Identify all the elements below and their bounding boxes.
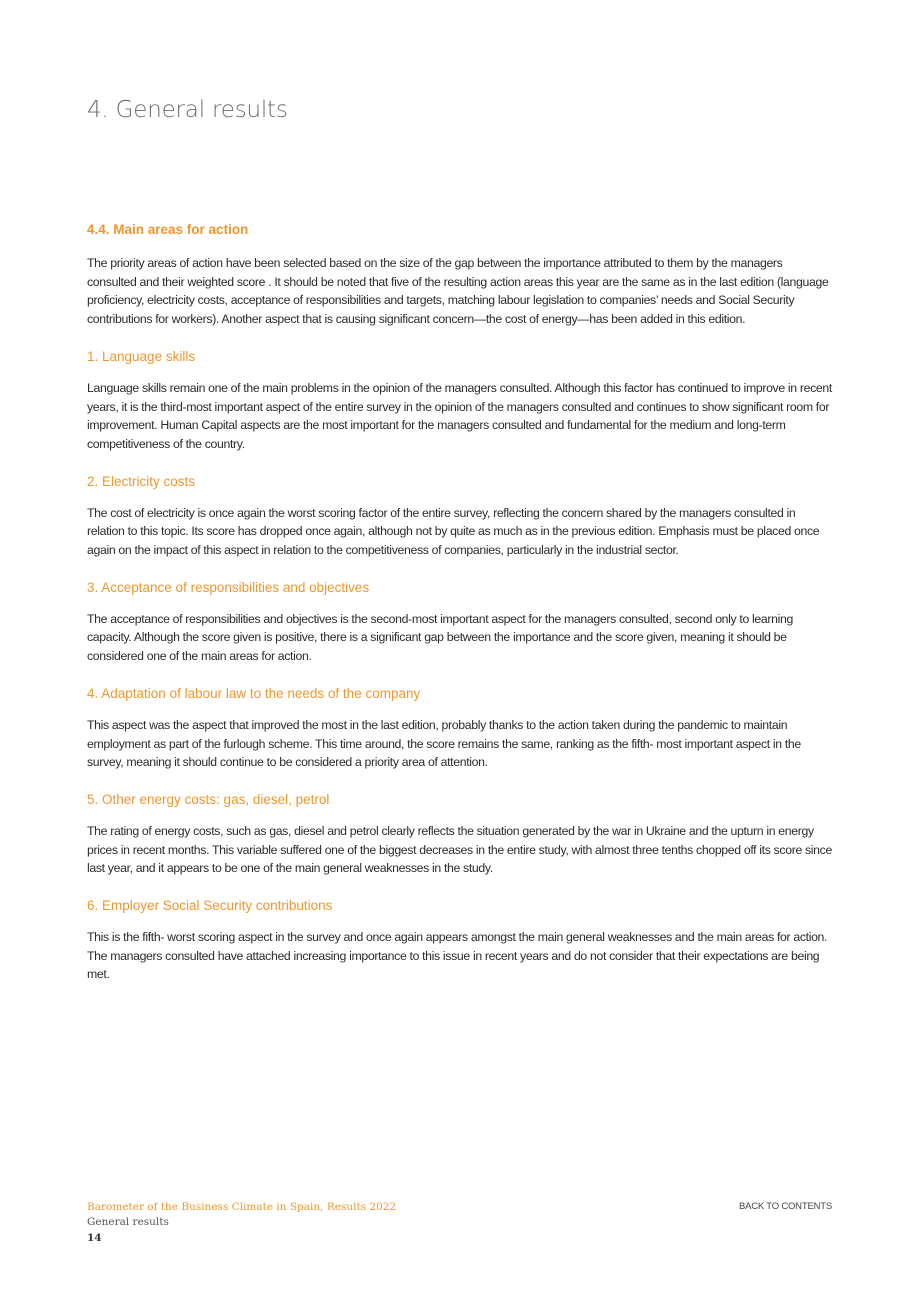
back-to-contents-link[interactable]: BACK TO CONTENTS xyxy=(738,1201,832,1212)
item-text-social-security: This is the fifth- worst scoring aspect in the survey and once again appears amongst the main general weaknesses and the main areas for action. The managers consulted have attached increasing importance to this issue in recent years and do not consider that their expectations are being met. xyxy=(87,930,828,982)
footer-document-title: Barometer of the Business Climate in Spain, Results 2022 xyxy=(87,1201,397,1213)
item-text-electricity-costs: The cost of electricity is once again the worst scoring factor of the entire survey, reflecting the concern shared by the managers consulted in relation to this topic. Its score has dropped once again, although not by quite as much as in the previous edition. Emphasis must be placed once again on the impact of this aspect in relation to the competitiveness of companies, particularly in the industrial sector. xyxy=(87,505,820,558)
item-text-acceptance-responsibilities: The acceptance of responsibilities and objectives is the second-most important aspect for the managers consulted, second only to learning capacity. Although the score given is positive, there is a significant gap between the importance and the score given, meaning it should be considered one of the main areas for action. xyxy=(87,611,793,664)
item-text-energy-costs: The rating of energy costs, such as gas, diesel and petrol clearly reflects the situation generated by the war in Ukraine and the upturn in energy prices in recent months. This variable suffered one of the biggest decreases in the entire study, with almost three tenths chopped off its score since last year, and it appears to be one of the main general weaknesses in the study. xyxy=(87,823,832,876)
footer-section-name: General results xyxy=(87,1216,169,1228)
section-heading: 4.4. Main areas for action xyxy=(87,222,249,237)
item-text-labour-law: This aspect was the aspect that improved the most in the last edition, probably thanks to the action taken during the pandemic to maintain employment as part of the furlough scheme. This time around, the score remains the same, ranking as the fifth- most important aspect in the survey, meaning it should continue to be considered a priority area of attention. xyxy=(87,717,801,770)
item-heading-labour-law: 4. Adaptation of labour law to the needs of the company xyxy=(87,685,421,701)
item-heading-energy-costs: 5. Other energy costs: gas, diesel, petrol xyxy=(87,791,330,807)
item-heading-acceptance-responsibilities: 3. Acceptance of responsibilities and objectives xyxy=(87,579,370,595)
main-content xyxy=(87,222,833,1004)
footer xyxy=(87,1200,396,1246)
page-number: 14 xyxy=(87,1232,102,1244)
item-text-language-skills: Language skills remain one of the main problems in the opinion of the managers consulted. Although this factor has continued to improve in recent years, it is the third-most important aspect of the entire survey in the opinion of the managers consulted and continues to show significant room for improvement. Human Capital aspects are the most important for the managers consulted and fundamental for the medium and long-term competitiveness of the country. xyxy=(87,380,832,451)
page-title: 4. General results xyxy=(87,97,288,123)
intro-paragraph: The priority areas of action have been selected based on the size of the gap between the importance attributed to them by the managers consulted and their weighted score . It should be noted that five of the resulting action areas this year are the same as in the last edition (language proficiency, electricity costs, acceptance of responsibilities and targets, matching labour legislation to companies’ needs and Social Security contributions for workers). Another aspect that is causing significant concern—the cost of energy—has been added in this edition. xyxy=(87,256,829,327)
item-heading-electricity-costs: 2. Electricity costs xyxy=(87,473,196,489)
item-heading-social-security: 6. Employer Social Security contributions xyxy=(87,898,333,914)
item-heading-language-skills: 1. Language skills xyxy=(87,348,196,364)
